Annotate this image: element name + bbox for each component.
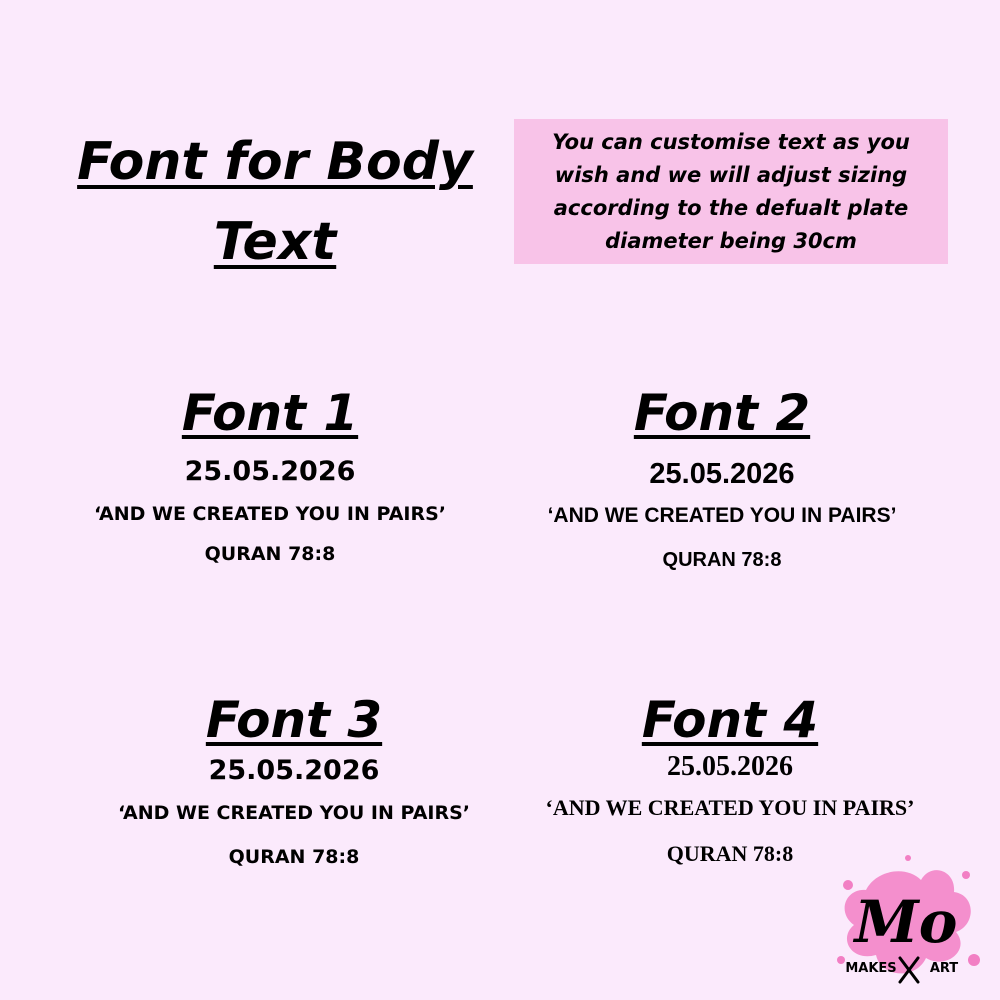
font-sample-reference: QURAN 78:8 bbox=[666, 841, 794, 866]
page-title-line-1: Font for Body bbox=[77, 132, 473, 192]
font-sample-title: Font 2 bbox=[633, 384, 811, 442]
font-sample-title: Font 3 bbox=[205, 691, 383, 749]
logo-word-right: ART bbox=[929, 961, 959, 976]
font-sample-reference: QURAN 78:8 bbox=[228, 846, 360, 868]
font-sample-reference: QURAN 78:8 bbox=[662, 549, 782, 571]
font-sample-3 bbox=[74, 690, 514, 870]
page-title bbox=[60, 122, 490, 282]
font-sample-title: Font 4 bbox=[641, 691, 819, 749]
page-title-line-2: Text bbox=[213, 212, 337, 272]
customisation-note bbox=[514, 119, 948, 264]
font-sample-reference: QURAN 78:8 bbox=[204, 543, 336, 565]
font-sample-quote: ‘AND WE CREATED YOU IN PAIRS’ bbox=[547, 504, 897, 527]
font-sample-4 bbox=[510, 690, 950, 868]
font-sample-quote: ‘AND WE CREATED YOU IN PAIRS’ bbox=[545, 795, 915, 820]
font-sample-2 bbox=[502, 383, 942, 573]
font-sample-date: 25.05.2026 bbox=[184, 456, 356, 487]
font-sample-quote: ‘AND WE CREATED YOU IN PAIRS’ bbox=[117, 802, 471, 824]
font-sample-date: 25.05.2026 bbox=[208, 755, 380, 786]
font-sample-date: 25.05.2026 bbox=[667, 751, 793, 782]
logo-word-left: MAKES bbox=[845, 961, 897, 976]
font-sample-1 bbox=[50, 383, 490, 567]
font-sample-title: Font 1 bbox=[181, 384, 359, 442]
logo-monogram: Mo bbox=[854, 888, 958, 956]
customisation-note-text: You can customise text as you wish and we will adjust sizing according to the defualt plate diameter being 30cm bbox=[552, 129, 910, 253]
brand-logo bbox=[826, 850, 986, 990]
paint-splash-icon bbox=[826, 850, 986, 990]
font-sample-quote: ‘AND WE CREATED YOU IN PAIRS’ bbox=[93, 503, 447, 525]
font-sample-date: 25.05.2026 bbox=[649, 458, 795, 490]
